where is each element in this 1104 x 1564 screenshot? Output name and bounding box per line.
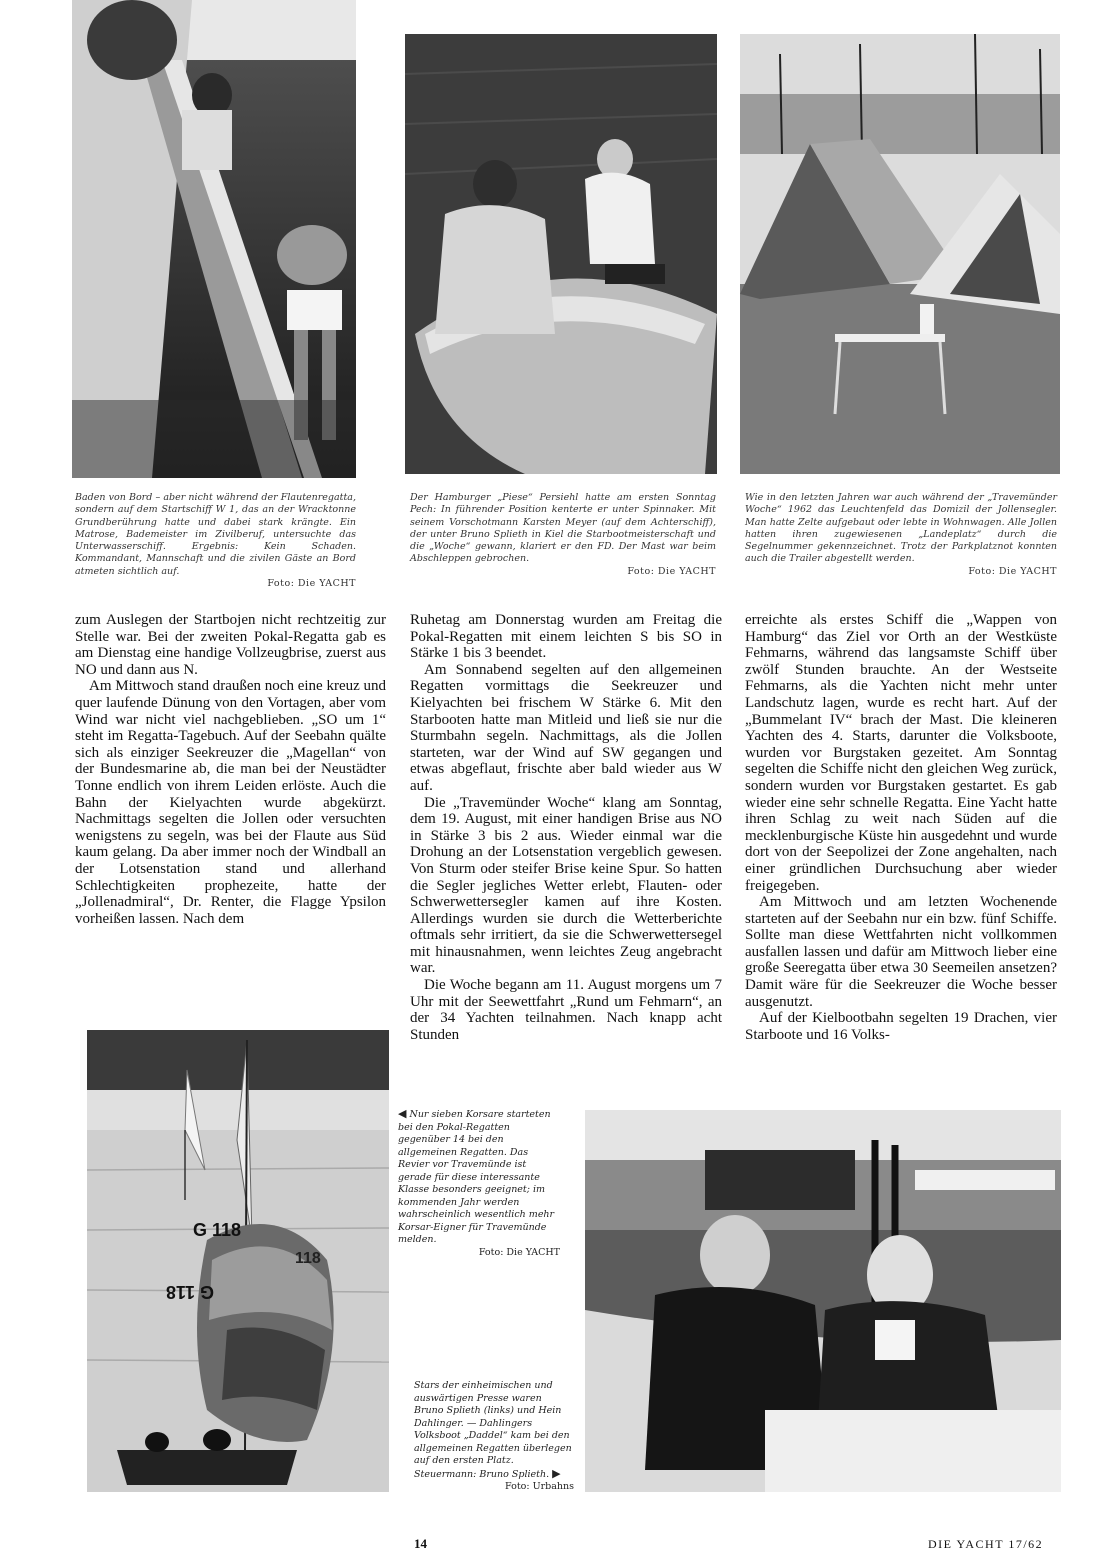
caption-stars (414, 1380, 574, 1494)
paragraph: Die Woche begann am 11. August morgens um 7 Uhr mit der Seewettfahrt „Rund um Fehmarn“, an der 34 Yachten teilnahmen. Nach knapp acht Stunden (410, 977, 722, 1043)
text-column-3 (745, 612, 1057, 1043)
photo-credit: Foto: Urbahns (505, 1481, 574, 1492)
caption-text: Nur sieben Korsare starteten bei den Pokal-Regatten gegenüber 14 bei den allgemeinen Regatten. Das Revier vor Travemünde ist gerade für diese interessante Klasse besonders geeignet; im kommenden Jahr werden wahrscheinlich wesentlich mehr Korsar-Eigner für Travemünde melden. (398, 1109, 555, 1245)
paragraph: Ruhetag am Donnerstag wurden am Freitag die Pokal-Regatten mit einem leichten S bis SO in Stärke 1 bis 3 beendet. (410, 612, 722, 662)
paragraph: zum Auslegen der Startbojen nicht rechtzeitig zur Stelle war. Bei der zweiten Pokal-Regatta gab es am Dienstag eine handige Vollzeugbrise, zuerst aus NO und dann aus N. (75, 612, 386, 678)
caption-text: Baden von Bord – aber nicht während der Flautenregatta, sondern auf dem Startschiff W 1, das an der Wracktonne Grundberührung hatte und dabei stark krängte. Ein Matrose, Bademeister im Zivilberuf, untersuchte das Unterwasserschiff. Ergebnis: Kein Schaden. Kommandant, Mannschaft und die zivilen Gäste an Bord atmeten sichtlich auf. (75, 492, 356, 577)
magazine-issue: DIE YACHT 17/62 (928, 1537, 1044, 1551)
paragraph: Die „Travemünder Woche“ klang am Sonntag, dem 19. August, mit einer handigen Brise aus NO in Stärke 3 bis 2 aus. Wieder einmal war die Drohung an der Lotsenstation vergeblich gewesen. Von Sturm oder steifer Brise keine Spur. So hatten die Segler jegliches Wetter erlebt, Flauten- oder Schwerwettersegler kamen auf ihre Kosten. Allerdings wurden sie durch die Wetterberichte oftmals sehr irritiert, da sie die Schwerwettersegel mit hinausnahmen, wenn leichtes Zeug angebracht war. (410, 794, 722, 977)
paragraph: Am Mittwoch stand draußen noch eine kreuz und quer laufende Dünung von den Vortagen, aber vom Wind war nicht viel nachgeblieben. „SO um 1“ steht im Regatta-Tagebuch. Auf der Seebahn quälte sich als einziger Seekreuzer die „Magellan“ von der Bundesmarine ab, die man bei der Neustädter Tonne endlich von ihrem Leiden erlöste. Auch die Bahn der Kielyachten wurde abgekürzt. Nachmittags segelten die Jollen oder versuchten wenigstens zu segeln, was bei der Flaute aus Süd kaum gelang. Da aber immer noch der Windball an der Lotsenstation stand und allerhand Schlechtigkeiten prophezeite, hatte der „Jollenadmiral“, Dr. Renter, die Flagge Ypsilon vorheißen lassen. Nach dem (75, 678, 387, 927)
caption-capsized (410, 492, 716, 578)
text-column-2 (410, 612, 722, 1043)
page-number: 14 (414, 1536, 427, 1551)
photo-splieth-dahlinger (585, 1110, 1061, 1492)
text-column-1 (75, 612, 386, 927)
photo-credit: Foto: Die YACHT (478, 1246, 560, 1258)
paragraph: Am Mittwoch und am letzten Wochenende starteten auf der Seebahn nur ein bzw. fünf Schiffe. Sollte man diese Wettfahrten nicht vollkommen ausfallen lassen und dafür am Mittwoch lieber eine große Seeregatta über etwa 30 Seemeilen ansetzen? Damit wäre für die Seekreuzer die Woche besser ausgenutzt. (745, 894, 1057, 1010)
photo-capsized-fd (405, 34, 717, 474)
paragraph: erreichte als erstes Schiff die „Wappen von Hamburg“ das Ziel vor Orth an der Westküste Fehmarns, während das langsamste Schiff über zwölf Stunden brauchte. An der Westseite Fehmarns, als die Yachten nicht mehr unter Landschutz lagen, wurde es recht hart. Auf der „Bummelant IV“ brach der Mast. Die kleineren Yachten des 4. Starts, darunter die Volksboote, wurden vor Burgstaken gezeitet. Am Sonntag segelten die Schiffe nicht den gleichen Weg zurück, sondern wurden vor Burgstaken gestartet. Es gab wieder eine sehr schnelle Regatta. Eine Yacht hatte ihren Schlag zu weit nach Süden auf die mecklenburgische Küste hin ausgedehnt und wurde dort von der Seepolizei der Zone angehalten, nach einer gründlichen Durchsuchung aber wieder freigegeben. (745, 612, 1057, 894)
right-pointer-icon: ▶ (552, 1466, 561, 1480)
photo-bathing-from-ship (72, 0, 356, 478)
caption-bathing (75, 492, 356, 590)
left-pointer-icon: ◀ (398, 1107, 407, 1120)
paragraph: Am Sonnabend segelten auf den allgemeinen Regatten vormittags die Seekreuzer und Kielyachten bei frischem W Stärke 6. Mit den Starbooten hatte man Mitleid und ließ sie nur die Sturmbahn segeln. Nachmittags, als die Jollen starteten, war der Wind auf SW gegangen und etwas abgeflaut, frischte aber bald wieder aus W auf. (410, 661, 722, 794)
caption-text: Stars der einheimischen und auswärtigen Presse waren Bruno Splieth (links) und Hein Dahlinger. — Dahlingers Volksboot „Daddel“ kam bei den allgemeinen Regatten überlegen auf den ersten Platz. Steuermann: Bruno Splieth. (414, 1380, 572, 1480)
sail-number: G 118 (193, 1220, 242, 1240)
caption-text: Wie in den letzten Jahren war auch während der „Travemünder Woche“ 1962 das Leuchtenfeld das Domizil der Jollensegler. Man hatte Zelte aufgebaut oder lebte in Wohnwagen. Alle Jollen hatten ihren zugewiesenen „Landeplatz“ durch die Segelnummer gekennzeichnet. Trotz der Parkplatznot konnten auch die Trailer abgestellt werden. (745, 492, 1057, 565)
photo-korsar-spinnaker (87, 1030, 389, 1492)
sail-number-reversed: G 118 (165, 1282, 214, 1302)
photo-tents-leuchtenfeld (740, 34, 1060, 474)
caption-tents (745, 492, 1057, 578)
caption-korsar (398, 1108, 560, 1259)
paragraph: Auf der Kielbootbahn segelten 19 Drachen, vier Starboote und 16 Volks- (745, 1010, 1057, 1043)
photo-credit: Foto: Die YACHT (968, 565, 1057, 577)
photo-credit: Foto: Die YACHT (627, 565, 716, 577)
sail-number: 118 (295, 1250, 321, 1267)
caption-text: Der Hamburger „Piese“ Persiehl hatte am ersten Sonntag Pech: In führender Position kenterte er unter Spinnaker. Mit seinem Vorschotmann Karsten Meyer (auf dem Achterschiff), der unter Bruno Splieth in Kiel die Starbootmeisterschaft und die „Woche“ gewann, klariert er den FD. Der Mast war beim Abschleppen gebrochen. (410, 492, 716, 565)
photo-credit: Foto: Die YACHT (267, 578, 356, 590)
